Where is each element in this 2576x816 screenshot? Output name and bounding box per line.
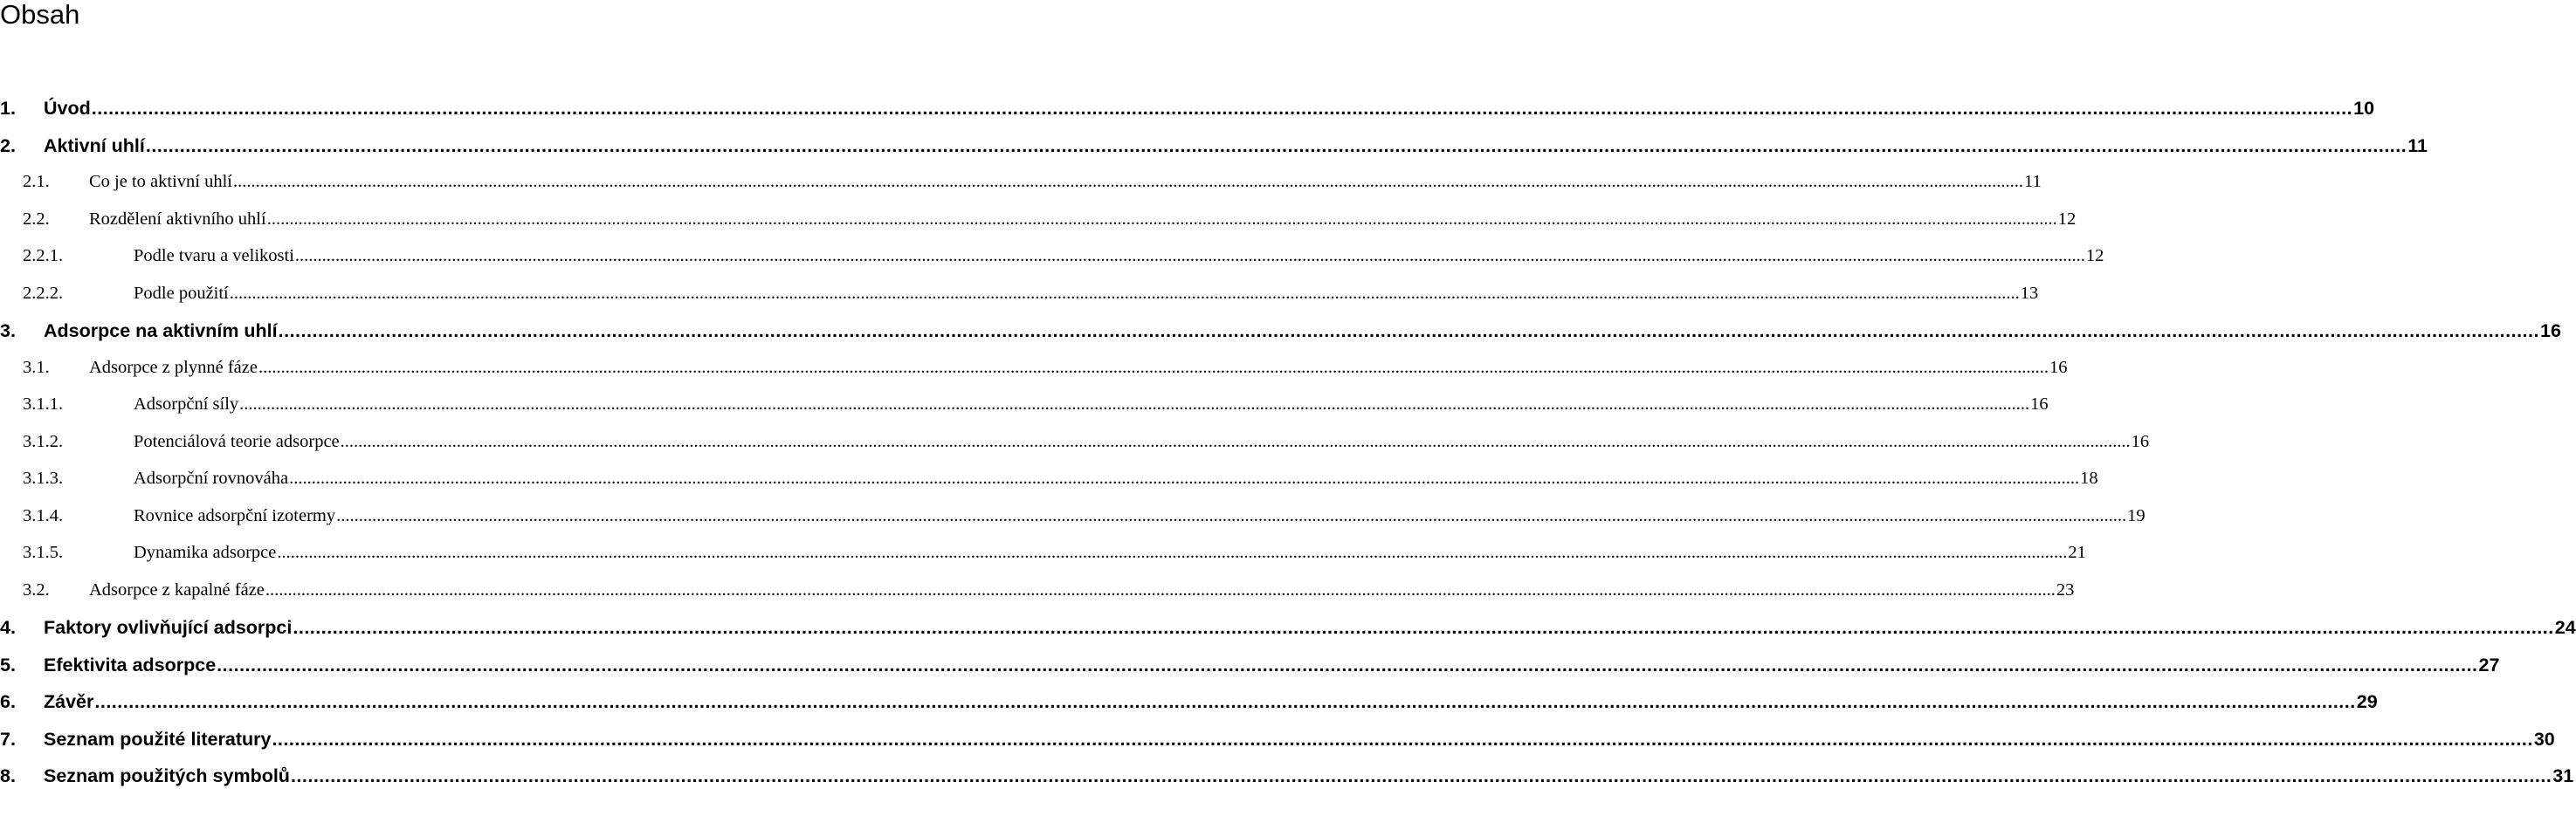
toc-entry-title: Podle tvaru a velikosti [134,246,294,265]
toc-entry[interactable] [0,579,2075,607]
toc-entry-title: Efektivita adsorpce [44,654,217,675]
toc-entry[interactable] [0,209,2077,236]
dot-leader: ................................................................................................................................................................................................................................................................................................................................................................................................................ [91,98,2353,119]
toc-entry[interactable] [0,691,2378,717]
toc-entry-page: 19 [2127,505,2146,525]
toc-entry[interactable] [0,654,2500,681]
dot-leader: ................................................................................................................................................................................................................................................................................................................................................................................................................ [289,469,2080,488]
toc-entry[interactable] [0,172,2042,198]
toc-entry-page: 16 [2131,431,2150,451]
toc-entry-number: 5. [0,654,16,675]
dot-leader: ................................................................................................................................................................................................................................................................................................................................................................................................................ [145,134,2407,156]
toc-entry-title: Úvod [44,98,91,119]
toc-entry-page: 12 [2057,209,2077,229]
toc-entry-number: 3. [0,320,16,341]
toc-entry-title: Adsorpční síly [134,394,239,414]
dot-leader: ................................................................................................................................................................................................................................................................................................................................................................................................................ [266,209,2057,229]
toc-entry-number: 3.1.4. [23,505,64,525]
toc-entry-number: 3.2. [23,579,50,600]
dot-leader: ................................................................................................................................................................................................................................................................................................................................................................................................................ [94,691,2356,712]
dot-leader: ................................................................................................................................................................................................................................................................................................................................................................................................................ [278,320,2539,341]
toc-entry-number: 3.1.5. [23,543,64,562]
dot-leader: ................................................................................................................................................................................................................................................................................................................................................................................................................ [239,394,2030,414]
dot-leader: ................................................................................................................................................................................................................................................................................................................................................................................................................ [336,505,2127,525]
toc-entry-title: Co je to aktivní uhlí [89,172,232,191]
toc-entry-page: 31 [2552,765,2574,786]
toc-entry[interactable] [0,134,2428,161]
toc-entry-title: Adsorpční rovnováha [134,469,289,488]
toc-entry-title: Potenciálová teorie adsorpce [134,431,340,451]
dot-leader: ................................................................................................................................................................................................................................................................................................................................................................................................................ [294,246,2085,265]
toc-entry[interactable] [0,469,2098,495]
toc-entry-number: 2.1. [23,172,50,191]
toc-entry-number: 3.1.3. [23,469,64,488]
toc-entry[interactable] [0,431,2150,458]
toc-entry[interactable] [0,394,2049,421]
toc-entry-number: 8. [0,765,16,786]
toc-entry-page: 11 [2407,134,2428,156]
toc-entry[interactable] [0,98,2375,124]
dot-leader: ................................................................................................................................................................................................................................................................................................................................................................................................................ [258,357,2049,377]
toc-entry-page: 30 [2533,728,2555,750]
toc-entry-title: Adsorpce z plynné fáze [89,357,258,377]
toc-entry-number: 1. [0,98,16,119]
dot-leader: ................................................................................................................................................................................................................................................................................................................................................................................................................ [229,283,2020,303]
dot-leader: ................................................................................................................................................................................................................................................................................................................................................................................................................ [293,617,2554,638]
toc-entry-title: Rovnice adsorpční izotermy [134,505,336,525]
toc-entry-page: 29 [2356,691,2378,712]
toc-entry-page: 13 [2020,283,2039,303]
dot-leader: ................................................................................................................................................................................................................................................................................................................................................................................................................ [277,543,2068,562]
toc-entry-number: 4. [0,617,16,638]
toc-entry[interactable] [0,320,2561,346]
dot-leader: ................................................................................................................................................................................................................................................................................................................................................................................................................ [265,579,2056,600]
toc-entry-title: Dynamika adsorpce [134,543,277,562]
toc-entry-number: 3.1. [23,357,50,377]
toc-entry-number: 2. [0,134,16,156]
toc-entry-page: 16 [2030,394,2049,414]
toc-entry-page: 10 [2353,98,2375,119]
toc-entry-title: Seznam použitých symbolů [44,765,290,786]
toc-entry-page: 18 [2080,469,2098,488]
toc-entry-title: Faktory ovlivňující adsorpci [44,617,293,638]
toc-entry-page: 11 [2024,172,2042,191]
toc-entry-page: 16 [2049,357,2068,377]
toc-entry-title: Seznam použité literatury [44,728,272,750]
toc-entry-number: 2.2.2. [23,283,64,303]
toc-entry-page: 27 [2478,654,2500,675]
toc-entry-title: Adsorpce na aktivním uhlí [44,320,278,341]
toc-entry-title: Aktivní uhlí [44,134,145,156]
toc-entry[interactable] [0,283,2039,310]
toc-entry-title: Podle použití [134,283,229,303]
dot-leader: ................................................................................................................................................................................................................................................................................................................................................................................................................ [233,172,2023,191]
toc-entry-title: Závěr [44,691,94,712]
toc-entry[interactable] [0,357,2068,384]
toc-entry-number: 3.1.1. [23,394,64,414]
dot-leader: ................................................................................................................................................................................................................................................................................................................................................................................................................ [340,431,2131,451]
toc-entry-page: 12 [2085,246,2104,265]
toc-entry-number: 7. [0,728,16,750]
toc-entry-page: 23 [2056,579,2075,600]
toc-entry[interactable] [0,765,2574,792]
dot-leader: ................................................................................................................................................................................................................................................................................................................................................................................................................ [290,765,2552,786]
toc-entry[interactable] [0,728,2555,755]
toc-entry-page: 16 [2539,320,2561,341]
toc-entry[interactable] [0,543,2086,569]
toc-entry[interactable] [0,505,2146,532]
toc-entry-title: Adsorpce z kapalné fáze [89,579,265,600]
dot-leader: ................................................................................................................................................................................................................................................................................................................................................................................................................ [272,728,2533,750]
toc-entry[interactable] [0,246,2104,272]
dot-leader: ................................................................................................................................................................................................................................................................................................................................................................................................................ [217,654,2478,675]
toc-entry-page: 24 [2554,617,2576,638]
toc-entry-page: 21 [2068,543,2086,562]
toc-entry-number: 6. [0,691,16,712]
toc-entry-number: 2.2. [23,209,50,229]
toc-entry[interactable] [0,617,2576,643]
toc-entry-title: Rozdělení aktivního uhlí [89,209,266,229]
toc-entry-number: 2.2.1. [23,246,64,265]
page-title: Obsah [0,0,80,30]
toc-entry-number: 3.1.2. [23,431,64,451]
